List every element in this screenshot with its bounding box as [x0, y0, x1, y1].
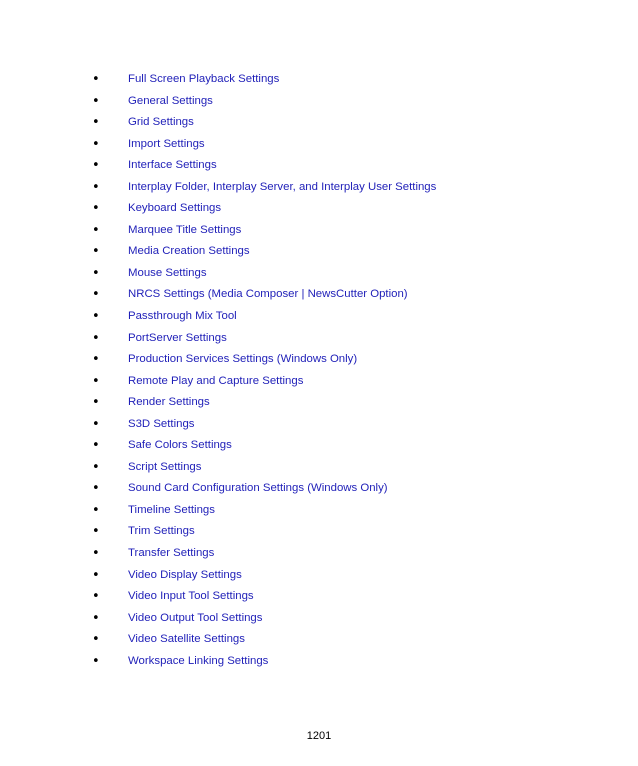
- bullet-icon: •: [92, 481, 100, 497]
- settings-link[interactable]: NRCS Settings (Media Composer | NewsCutter Option): [128, 288, 408, 301]
- settings-link[interactable]: Grid Settings: [128, 116, 194, 129]
- bullet-icon: •: [92, 653, 100, 669]
- settings-link[interactable]: PortServer Settings: [128, 331, 227, 344]
- settings-link[interactable]: Media Creation Settings: [128, 245, 250, 258]
- settings-link-list: [92, 69, 612, 672]
- bullet-icon: •: [92, 502, 100, 518]
- settings-link[interactable]: Video Input Tool Settings: [128, 590, 254, 603]
- bullet-icon: •: [92, 93, 100, 109]
- list-item: [92, 112, 612, 134]
- list-item: [92, 414, 612, 436]
- bullet-icon: •: [92, 222, 100, 238]
- list-item: [92, 651, 612, 673]
- settings-link[interactable]: Video Output Tool Settings: [128, 611, 263, 624]
- bullet-icon: •: [92, 567, 100, 583]
- settings-link[interactable]: Remote Play and Capture Settings: [128, 374, 304, 387]
- settings-link[interactable]: Script Settings: [128, 460, 202, 473]
- settings-link[interactable]: Full Screen Playback Settings: [128, 73, 280, 85]
- bullet-icon: •: [92, 136, 100, 152]
- list-item: [92, 543, 612, 565]
- settings-link[interactable]: Safe Colors Settings: [128, 439, 232, 452]
- list-item: [92, 69, 612, 91]
- bullet-icon: •: [92, 309, 100, 325]
- settings-link[interactable]: Mouse Settings: [128, 266, 207, 279]
- bullet-icon: •: [92, 158, 100, 174]
- bullet-icon: •: [92, 72, 100, 87]
- settings-link[interactable]: Marquee Title Settings: [128, 223, 242, 236]
- list-item: [92, 91, 612, 113]
- bullet-icon: •: [92, 395, 100, 411]
- list-item: [92, 435, 612, 457]
- bullet-icon: •: [92, 610, 100, 626]
- list-item: [92, 392, 612, 414]
- list-item: [92, 565, 612, 587]
- settings-link[interactable]: Video Satellite Settings: [128, 633, 245, 646]
- list-item: [92, 177, 612, 199]
- list-item: [92, 457, 612, 479]
- list-item: [92, 306, 612, 328]
- list-item: [92, 263, 612, 285]
- bullet-icon: •: [92, 438, 100, 454]
- bullet-icon: •: [92, 459, 100, 475]
- settings-link[interactable]: Interface Settings: [128, 159, 217, 172]
- list-item: [92, 521, 612, 543]
- bullet-icon: •: [92, 115, 100, 131]
- list-item: [92, 220, 612, 242]
- bullet-icon: •: [92, 201, 100, 217]
- settings-link[interactable]: Transfer Settings: [128, 547, 215, 560]
- bullet-icon: •: [92, 589, 100, 605]
- settings-link[interactable]: Sound Card Configuration Settings (Windows Only): [128, 482, 388, 495]
- list-item: [92, 629, 612, 651]
- list-item: [92, 586, 612, 608]
- page-number: 1201: [306, 730, 332, 742]
- settings-link[interactable]: Production Services Settings (Windows Only): [128, 353, 358, 366]
- bullet-icon: •: [92, 416, 100, 432]
- bullet-icon: •: [92, 632, 100, 648]
- list-item: [92, 155, 612, 177]
- settings-link[interactable]: Render Settings: [128, 396, 210, 409]
- list-item: [92, 328, 612, 350]
- settings-link[interactable]: Workspace Linking Settings: [128, 654, 269, 667]
- bullet-icon: •: [92, 546, 100, 562]
- bullet-icon: •: [92, 265, 100, 281]
- list-item: [92, 134, 612, 156]
- bullet-icon: •: [92, 373, 100, 389]
- settings-link[interactable]: Interplay Folder, Interplay Server, and Interplay User Settings: [128, 180, 437, 193]
- list-item: [92, 608, 612, 630]
- settings-link[interactable]: Trim Settings: [128, 525, 195, 538]
- list-item: [92, 241, 612, 263]
- list-item: [92, 478, 612, 500]
- bullet-icon: •: [92, 244, 100, 260]
- bullet-icon: •: [92, 524, 100, 540]
- settings-link[interactable]: Import Settings: [128, 137, 205, 150]
- settings-link[interactable]: General Settings: [128, 94, 213, 107]
- list-item: [92, 284, 612, 306]
- list-item: [92, 500, 612, 522]
- bullet-icon: •: [92, 179, 100, 195]
- list-item: [92, 349, 612, 371]
- settings-link[interactable]: Passthrough Mix Tool: [128, 310, 237, 323]
- bullet-icon: •: [92, 330, 100, 346]
- settings-link[interactable]: Video Display Settings: [128, 568, 242, 581]
- bullet-icon: •: [92, 352, 100, 368]
- bullet-icon: •: [92, 287, 100, 303]
- settings-link[interactable]: Timeline Settings: [128, 503, 215, 516]
- list-item: [92, 371, 612, 393]
- settings-link[interactable]: S3D Settings: [128, 417, 195, 430]
- list-item: [92, 198, 612, 220]
- settings-link[interactable]: Keyboard Settings: [128, 202, 222, 215]
